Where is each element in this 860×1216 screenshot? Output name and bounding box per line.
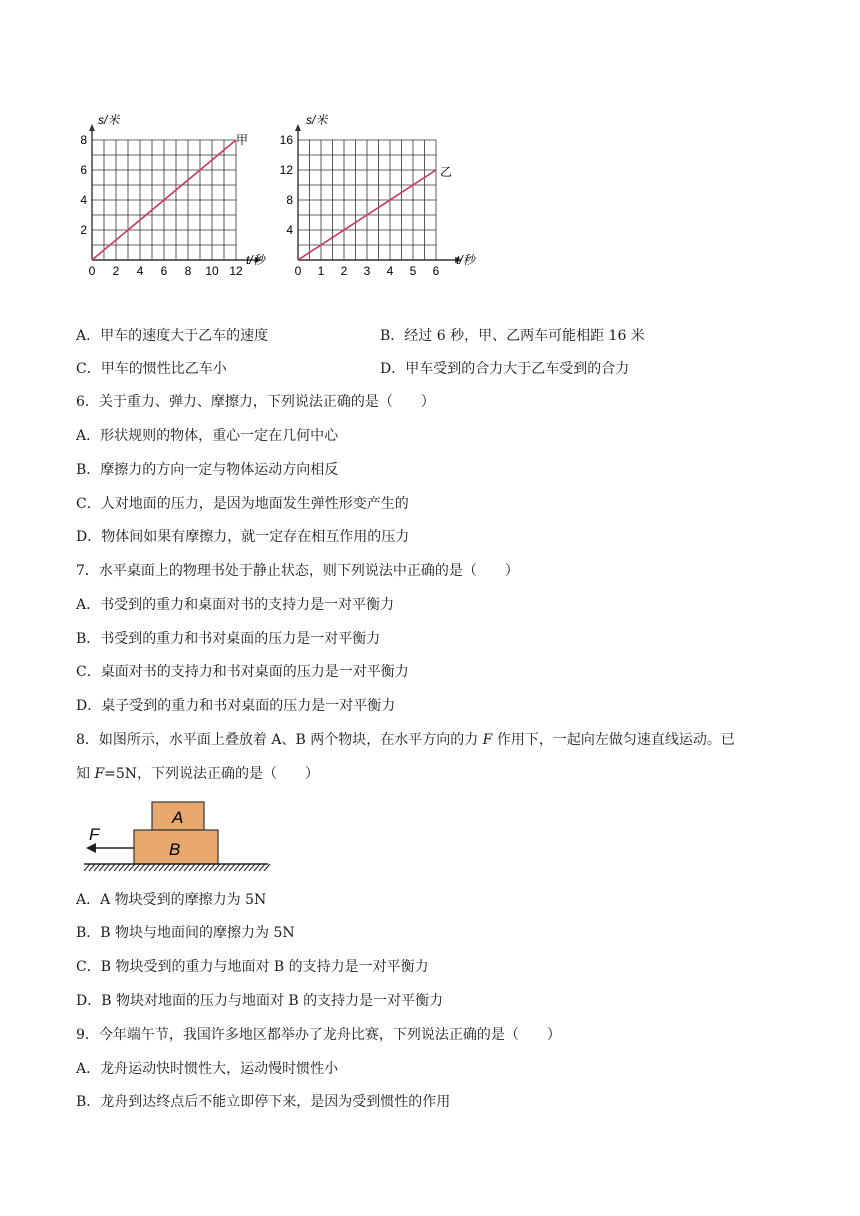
q8-stem-force2: F bbox=[94, 766, 105, 782]
chart-yi-ytick-label: 12 bbox=[280, 163, 293, 177]
ground-hatch-stroke bbox=[234, 864, 240, 871]
q8-option-d: D．B 物块对地面的压力与地面对 B 的支持力是一对平衡力 bbox=[76, 993, 444, 1009]
ground-hatch bbox=[84, 864, 270, 871]
q8-option-b: B．B 物块与地面间的摩擦力为 5N bbox=[76, 925, 295, 941]
chart-yi-y-arrow bbox=[295, 124, 301, 131]
q5-option-d: D．甲车受到的合力大于乙车受到的合力 bbox=[380, 361, 630, 377]
chart-jia-ytick-label: 8 bbox=[80, 133, 87, 147]
ground-hatch-stroke bbox=[114, 864, 120, 871]
q8-stem-text1: 8．如图所示，水平面上叠放着 A、B 两个物块，在水平方向的力 bbox=[76, 732, 483, 748]
ground-hatch-stroke bbox=[224, 864, 230, 871]
ground-hatch-stroke bbox=[209, 864, 215, 871]
chart-yi-xtick-label: 5 bbox=[409, 264, 417, 278]
ground-hatch-stroke bbox=[179, 864, 185, 871]
q7-option-d: D．桌子受到的重力和书对桌面的压力是一对平衡力 bbox=[76, 698, 396, 714]
force-arrowhead bbox=[86, 843, 96, 853]
q7-option-c: C．桌面对书的支持力和书对桌面的压力是一对平衡力 bbox=[76, 664, 409, 680]
ground-hatch-stroke bbox=[149, 864, 155, 871]
ground-hatch-stroke bbox=[239, 864, 245, 871]
ground-hatch-stroke bbox=[204, 864, 210, 871]
chart-jia bbox=[76, 108, 266, 283]
chart-yi-ytick-label: 16 bbox=[280, 133, 293, 147]
q8-option-c: C．B 物块受到的重力与地面对 B 的支持力是一对平衡力 bbox=[76, 959, 429, 975]
chart-yi-ylabel: s/米 bbox=[306, 113, 328, 127]
ground-hatch-stroke bbox=[154, 864, 160, 871]
chart-jia-xtick-label: 2 bbox=[112, 264, 120, 278]
ground-hatch-stroke bbox=[134, 864, 140, 871]
q7-option-b: B．书受到的重力和书对桌面的压力是一对平衡力 bbox=[76, 631, 381, 647]
chart-yi-xtick-label: 2 bbox=[340, 264, 348, 278]
q8-stem-line2 bbox=[76, 764, 319, 784]
q6-option-a: A．形状规则的物体，重心一定在几何中心 bbox=[76, 428, 339, 444]
q7-option-a: A．书受到的重力和桌面对书的支持力是一对平衡力 bbox=[76, 597, 395, 613]
ground-hatch-stroke bbox=[194, 864, 200, 871]
ground-hatch-stroke bbox=[219, 864, 225, 871]
q8-stem-text3: =5N，下列说法正确的是（ ） bbox=[104, 766, 320, 782]
chart-yi-xtick-label: 3 bbox=[363, 264, 371, 278]
chart-yi-xlabel: t/秒 bbox=[456, 253, 475, 267]
chart-jia-xtick-label: 8 bbox=[184, 264, 192, 278]
q6-option-b: B．摩擦力的方向一定与物体运动方向相反 bbox=[76, 462, 339, 478]
ground-hatch-stroke bbox=[124, 864, 130, 871]
ground-hatch-stroke bbox=[249, 864, 255, 871]
ground-hatch-stroke bbox=[184, 864, 190, 871]
block-a-label: A bbox=[172, 808, 184, 827]
ground-hatch-stroke bbox=[144, 864, 150, 871]
q5-option-c: C．甲车的惯性比乙车小 bbox=[76, 361, 227, 377]
q6-stem: 6．关于重力、弹力、摩擦力，下列说法正确的是（ ） bbox=[76, 394, 435, 410]
ground-hatch-stroke bbox=[229, 864, 235, 871]
chart-yi-series-label: 乙 bbox=[440, 165, 453, 179]
chart-jia-y-arrow bbox=[89, 124, 95, 131]
ground-hatch-stroke bbox=[214, 864, 220, 871]
ground-hatch-stroke bbox=[264, 864, 270, 871]
chart-jia-xlabel: t/秒 bbox=[246, 253, 265, 267]
q8-stem-force: F bbox=[482, 732, 493, 748]
ground-hatch-stroke bbox=[129, 864, 135, 871]
q8-stem-text2: 作用下，一起向左做匀速直线运动。已 bbox=[492, 732, 735, 748]
q6-option-c: C．人对地面的压力，是因为地面发生弹性形变产生的 bbox=[76, 496, 409, 512]
q5-option-a: A．甲车的速度大于乙车的速度 bbox=[76, 328, 269, 344]
block-b-label: B bbox=[169, 840, 181, 859]
chart-yi-xtick-label: 1 bbox=[317, 264, 325, 278]
q5-option-b: B．经过 6 秒，甲、乙两车可能相距 16 米 bbox=[380, 328, 645, 344]
chart-yi-xtick-label: 4 bbox=[386, 264, 394, 278]
chart-yi-xtick-label: 0 bbox=[294, 264, 302, 278]
chart-yi-ytick-label: 8 bbox=[286, 193, 293, 207]
chart-jia-xtick-label: 0 bbox=[88, 264, 96, 278]
ground-hatch-stroke bbox=[84, 864, 90, 871]
q8-stem-prefix: 知 bbox=[76, 766, 95, 782]
force-f-label: F bbox=[89, 825, 100, 844]
chart-jia-ytick-label: 6 bbox=[80, 163, 87, 177]
chart-yi-grid bbox=[295, 124, 462, 263]
ground-hatch-stroke bbox=[104, 864, 110, 871]
ground-hatch-stroke bbox=[164, 864, 170, 871]
q8-stem-line1 bbox=[76, 730, 735, 750]
ground-hatch-stroke bbox=[109, 864, 115, 871]
ground-hatch-stroke bbox=[189, 864, 195, 871]
chart-yi-xtick-label: 6 bbox=[432, 264, 440, 278]
chart-jia-xtick-label: 6 bbox=[160, 264, 168, 278]
ground-hatch-stroke bbox=[99, 864, 105, 871]
chart-jia-xtick-label: 12 bbox=[229, 264, 243, 278]
chart-yi bbox=[280, 108, 490, 283]
q9-option-b: B．龙舟到达终点后不能立即停下来，是因为受到惯性的作用 bbox=[76, 1094, 451, 1110]
chart-jia-ylabel: s/米 bbox=[98, 113, 120, 127]
chart-jia-ytick-label: 4 bbox=[80, 193, 87, 207]
ground-hatch-stroke bbox=[254, 864, 260, 871]
ground-hatch-stroke bbox=[119, 864, 125, 871]
ground-hatch-stroke bbox=[159, 864, 165, 871]
q9-option-a: A．龙舟运动快时惯性大，运动慢时惯性小 bbox=[76, 1061, 339, 1077]
q6-option-d: D．物体间如果有摩擦力，就一定存在相互作用的压力 bbox=[76, 529, 410, 545]
ground-hatch-stroke bbox=[199, 864, 205, 871]
ground-hatch-stroke bbox=[89, 864, 95, 871]
chart-jia-series-label: 甲 bbox=[236, 133, 249, 147]
chart-yi-ytick-label: 4 bbox=[286, 223, 293, 237]
ground-hatch-stroke bbox=[139, 864, 145, 871]
chart-jia-xtick-label: 4 bbox=[136, 264, 144, 278]
ground-hatch-stroke bbox=[174, 864, 180, 871]
q8-figure bbox=[84, 796, 274, 876]
ground-hatch-stroke bbox=[169, 864, 175, 871]
ground-hatch-stroke bbox=[259, 864, 265, 871]
q8-option-a: A．A 物块受到的摩擦力为 5N bbox=[76, 892, 267, 908]
ground-hatch-stroke bbox=[94, 864, 100, 871]
chart-jia-ytick-label: 2 bbox=[80, 223, 87, 237]
q9-stem: 9．今年端午节，我国许多地区都举办了龙舟比赛，下列说法正确的是（ ） bbox=[76, 1027, 561, 1043]
q7-stem: 7．水平桌面上的物理书处于静止状态，则下列说法中正确的是（ ） bbox=[76, 563, 519, 579]
chart-jia-xtick-label: 10 bbox=[205, 264, 219, 278]
ground-hatch-stroke bbox=[244, 864, 250, 871]
